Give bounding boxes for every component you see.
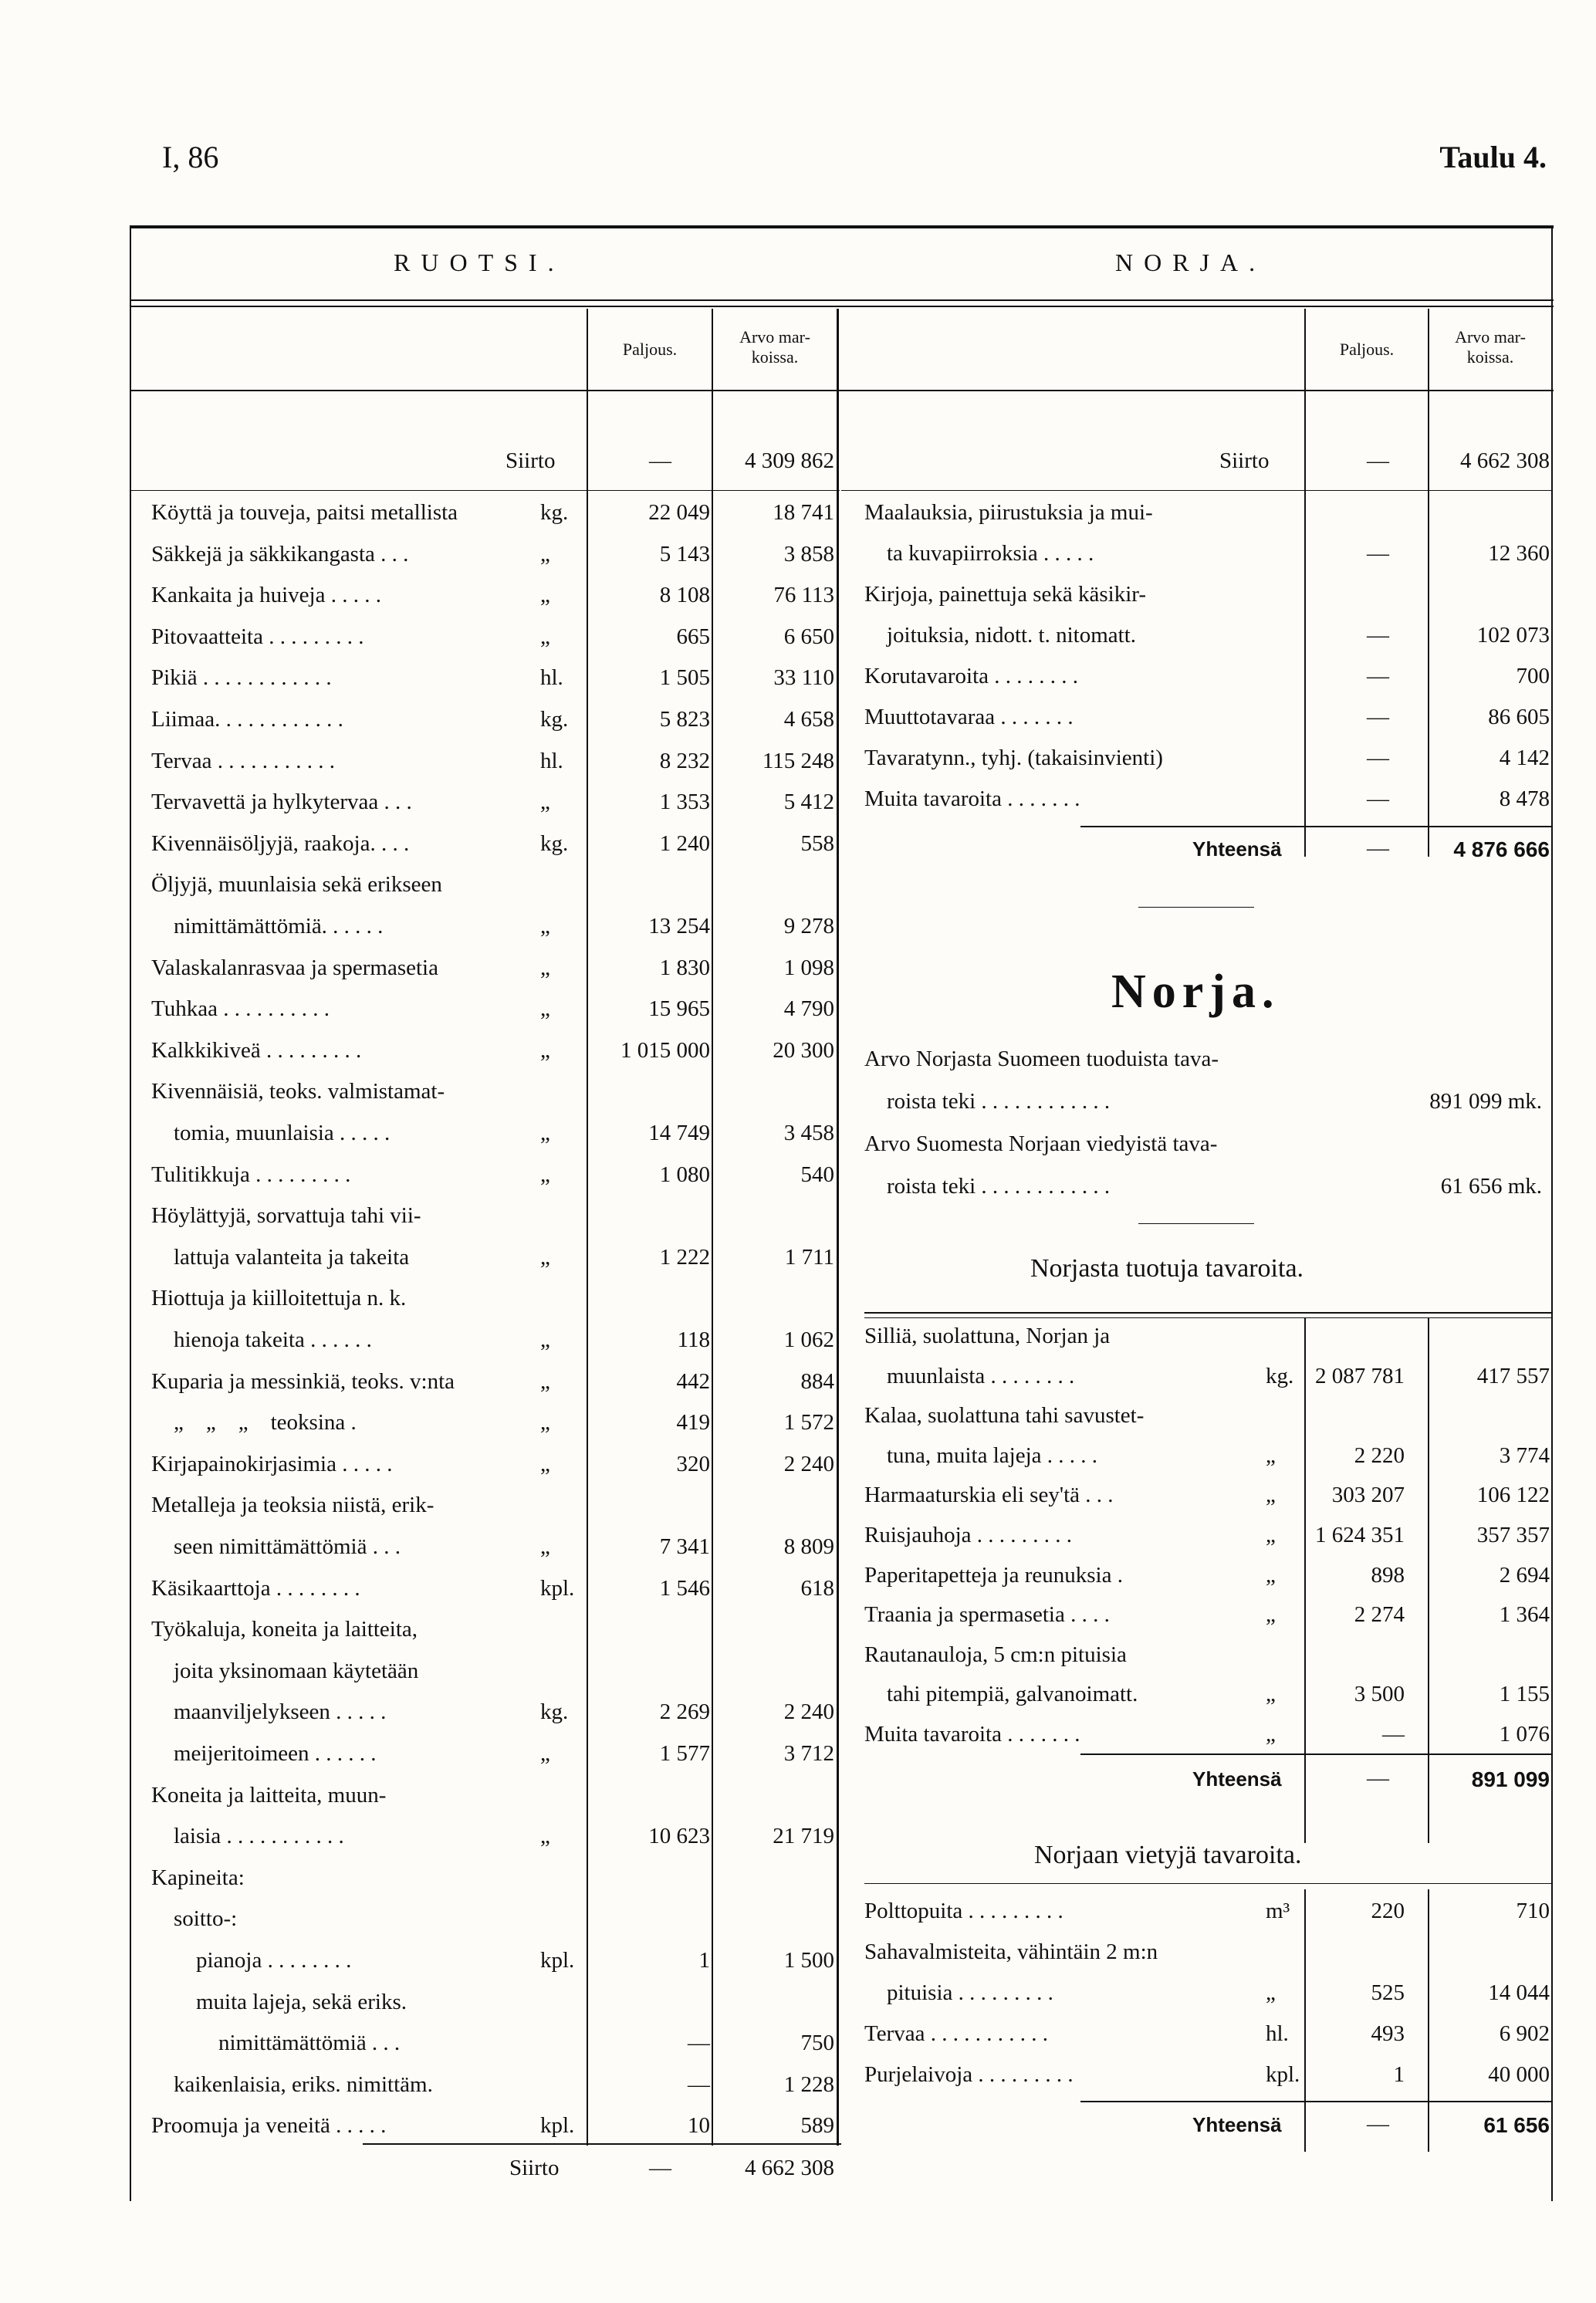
ruotsi-label: pianoja . . . . . . . . <box>151 1948 352 1973</box>
ruotsi-qty: 419 <box>676 1410 710 1436</box>
divider <box>1080 2101 1551 2102</box>
ruotsi-qty: 1 222 <box>659 1244 710 1270</box>
siirto-label: Siirto <box>509 2156 560 2180</box>
ruotsi-qty: 13 254 <box>648 914 710 938</box>
ruotsi-siirto-bottom <box>0 2149 1596 2188</box>
total-qty: — <box>1367 2112 1389 2136</box>
norja-label: Muuttotavaraa . . . . . . . <box>864 705 1074 729</box>
ruotsi-qty: 10 <box>688 2113 710 2139</box>
exports-unit: kpl. <box>1266 2062 1300 2087</box>
norja-value: 700 <box>1516 664 1550 688</box>
ruotsi-qty: 1 015 000 <box>620 1037 710 1063</box>
divider <box>1080 826 1551 827</box>
summary-line <box>0 1083 1596 1121</box>
norja-row <box>0 576 1596 614</box>
norja-siirto-top <box>0 442 1596 481</box>
ruotsi-value: 2 240 <box>783 1451 834 1476</box>
ruotsi-label: Käsikaarttoja . . . . . . . . <box>151 1575 360 1601</box>
ruotsi-label: nimittämättömiä . . . <box>151 2031 401 2056</box>
siirto-label: Siirto <box>1219 448 1270 473</box>
ruotsi-unit: „ <box>540 1327 550 1352</box>
norja-row <box>0 739 1596 778</box>
norja-qty: — <box>1367 746 1389 770</box>
siirto-label: Siirto <box>506 448 556 473</box>
ruotsi-label: Tulitikkuja . . . . . . . . . <box>151 1162 351 1187</box>
ruotsi-unit: „ <box>540 541 550 566</box>
ruotsi-col-val: Arvo mar- koissa. <box>739 327 810 367</box>
ruotsi-qty: 665 <box>676 624 710 649</box>
ruotsi-unit: „ <box>540 914 550 938</box>
ruotsi-unit: „ <box>540 790 550 815</box>
section-title-ruotsi: RUOTSI. <box>394 249 565 276</box>
ruotsi-value: 115 248 <box>762 748 834 773</box>
ruotsi-qty: 14 749 <box>648 1121 710 1145</box>
norja-label: Kirjoja, painettuja sekä käsikir- <box>864 582 1147 607</box>
exports-row <box>0 2015 1596 2054</box>
ruotsi-unit: kpl. <box>540 1575 575 1601</box>
norja-col-val: Arvo mar- koissa. <box>1455 327 1526 367</box>
ruotsi-qty: 8 108 <box>659 583 710 608</box>
ruotsi-qty: 10 623 <box>648 1824 710 1849</box>
ruotsi-row <box>0 1239 1596 1277</box>
norja-row <box>0 780 1596 819</box>
imports-title: Norjasta tuotuja tavaroita. <box>1030 1254 1304 1283</box>
summary-text: Arvo Norjasta Suomeen tuoduista tava- <box>864 1047 1219 1071</box>
exports-title: Norjaan vietyjä tavaroita. <box>1034 1841 1302 1869</box>
imports-label: Harmaaturskia eli sey'tä . . . <box>864 1483 1114 1508</box>
imports-unit: „ <box>1266 1722 1276 1747</box>
ruotsi-unit: kg. <box>540 830 569 856</box>
summary-line <box>0 1168 1596 1206</box>
ruotsi-value: 9 278 <box>783 914 834 938</box>
imports-row <box>0 1397 1596 1436</box>
norja-label: Maalauksia, piirustuksia ja mui- <box>864 500 1153 525</box>
imports-total <box>0 1760 1596 1798</box>
norja-value: 12 360 <box>1488 541 1550 566</box>
ruotsi-unit: „ <box>540 1244 550 1270</box>
ruotsi-qty: 1 505 <box>659 665 710 691</box>
norja-value: 4 142 <box>1499 746 1550 770</box>
imports-unit: kg. <box>1266 1363 1294 1388</box>
ruotsi-value: 558 <box>800 830 834 856</box>
ruotsi-qty: 1 546 <box>659 1575 710 1601</box>
exports-label: Tervaa . . . . . . . . . . . <box>864 2021 1048 2046</box>
imports-row <box>0 1557 1596 1595</box>
summary-line <box>0 1037 1596 1079</box>
ruotsi-value: 1 228 <box>783 2071 834 2097</box>
norja-label: Tavaratynn., tyhj. (takaisinvienti) <box>864 746 1163 770</box>
ruotsi-label: Höylättyjä, sorvattuja tahi vii- <box>151 1203 421 1229</box>
imports-row <box>0 1716 1596 1754</box>
ruotsi-qty: 1 <box>698 1948 710 1973</box>
ruotsi-label: Kalkkikiveä . . . . . . . . . <box>151 1037 362 1063</box>
imports-qty: 1 624 351 <box>1315 1523 1405 1547</box>
ruotsi-qty: 2 269 <box>659 1699 710 1725</box>
norja-summary-title: Norja. <box>1111 966 1280 1018</box>
ruotsi-value: 1 572 <box>783 1410 834 1436</box>
ruotsi-qty: 1 577 <box>659 1741 710 1766</box>
ruotsi-unit: „ <box>540 996 550 1022</box>
imports-qty: 2 220 <box>1354 1442 1405 1468</box>
ruotsi-value: 8 809 <box>783 1534 834 1559</box>
ruotsi-label: hienoja takeita . . . . . . <box>151 1327 372 1352</box>
ruotsi-value: 1 711 <box>784 1244 834 1270</box>
exports-total <box>0 2105 1596 2144</box>
imports-value: 106 122 <box>1476 1483 1550 1508</box>
total-qty: — <box>1367 1766 1389 1791</box>
divider <box>1080 1753 1551 1755</box>
ruotsi-label: Kivennäisöljyjä, raakoja. . . . <box>151 830 410 856</box>
section-title-norja: NORJA. <box>1115 249 1266 276</box>
ruotsi-value: 618 <box>800 1575 834 1601</box>
ruotsi-value: 3 458 <box>783 1121 834 1145</box>
siirto-qty: — <box>649 448 671 473</box>
ruotsi-qty: 1 353 <box>659 790 710 815</box>
exports-row <box>0 1974 1596 2013</box>
norja-qty: — <box>1367 541 1389 566</box>
ruotsi-value: 6 650 <box>783 624 834 649</box>
ruotsi-value: 1 098 <box>783 955 834 980</box>
ruotsi-qty: 1 830 <box>659 955 710 980</box>
exports-label: pituisia . . . . . . . . . <box>864 1980 1053 2005</box>
divider <box>130 490 840 491</box>
exports-qty: 525 <box>1371 1980 1405 2005</box>
ruotsi-row <box>0 990 1596 1029</box>
ruotsi-value: 884 <box>800 1368 834 1394</box>
total-label: Yhteensä <box>1192 2113 1282 2136</box>
exports-value: 14 044 <box>1488 1980 1550 2005</box>
total-value: 4 876 666 <box>1453 837 1550 861</box>
ruotsi-label: Kivennäisiä, teoks. valmistamat- <box>151 1079 445 1104</box>
ruotsi-label: Työkaluja, koneita ja laitteita, <box>151 1617 418 1642</box>
exports-unit: „ <box>1266 1980 1276 2005</box>
ruotsi-label: Tervavettä ja hylkytervaa . . . <box>151 790 412 815</box>
exports-row <box>0 1892 1596 1931</box>
ruotsi-qty: — <box>688 2031 710 2056</box>
ruotsi-unit: kg. <box>540 1699 569 1725</box>
ruotsi-unit: „ <box>540 1410 550 1436</box>
divider <box>841 490 1553 491</box>
imports-row <box>0 1437 1596 1476</box>
ruotsi-unit: kpl. <box>540 1948 575 1973</box>
ruotsi-label: tomia, muunlaisia . . . . . <box>151 1121 391 1145</box>
ruotsi-value: 1 062 <box>783 1327 834 1352</box>
norja-row <box>0 698 1596 737</box>
ruotsi-value: 21 719 <box>773 1824 834 1849</box>
ruotsi-row <box>0 949 1596 988</box>
ruotsi-label: Kuparia ja messinkiä, teoks. v:nta <box>151 1368 455 1394</box>
imports-label: Traania ja spermasetia . . . . <box>864 1602 1110 1628</box>
imports-unit: „ <box>1266 1523 1276 1547</box>
summary-text: roista teki . . . . . . . . . . . . <box>864 1174 1111 1199</box>
ruotsi-label: Säkkejä ja säkkikangasta . . . <box>151 541 409 566</box>
imports-row <box>0 1676 1596 1714</box>
ruotsi-unit: „ <box>540 1534 550 1559</box>
norja-row <box>0 617 1596 655</box>
ruotsi-unit: „ <box>540 1824 550 1849</box>
imports-label: Muita tavaroita . . . . . . . <box>864 1722 1080 1747</box>
ruotsi-label: Metalleja ja teoksia niistä, erik- <box>151 1493 435 1518</box>
summary-value: 61 656 mk. <box>1440 1174 1542 1199</box>
norja-label: Muita tavaroita . . . . . . . <box>864 786 1080 811</box>
ruotsi-qty: 8 232 <box>659 748 710 773</box>
ruotsi-value: 3 858 <box>783 541 834 566</box>
ruotsi-unit: „ <box>540 583 550 608</box>
exports-label: Purjelaivoja . . . . . . . . . <box>864 2062 1074 2087</box>
imports-label: tuna, muita lajeja . . . . . <box>864 1442 1098 1468</box>
ruotsi-unit: „ <box>540 1451 550 1476</box>
table-number: Taulu 4. <box>1439 140 1547 174</box>
ruotsi-label: Koneita ja laitteita, muun- <box>151 1782 387 1808</box>
ruotsi-unit: kg. <box>540 707 569 732</box>
ruotsi-unit: „ <box>540 1162 550 1187</box>
ruotsi-unit: „ <box>540 955 550 980</box>
norja-label: Korutavaroita . . . . . . . . <box>864 664 1079 688</box>
ruotsi-value: 33 110 <box>773 665 834 691</box>
norja-value: 102 073 <box>1476 623 1550 648</box>
norja-value: 8 478 <box>1499 786 1550 811</box>
ruotsi-label: Tervaa . . . . . . . . . . . <box>151 748 335 773</box>
siirto-qty: — <box>649 2156 671 2180</box>
ruotsi-row <box>0 866 1596 905</box>
norja-row <box>0 535 1596 573</box>
exports-qty: 220 <box>1371 1899 1405 1923</box>
ruotsi-qty: 22 049 <box>648 500 710 525</box>
imports-value: 1 364 <box>1499 1602 1550 1628</box>
ruotsi-qty: 5 143 <box>659 541 710 566</box>
imports-unit: „ <box>1266 1442 1276 1468</box>
summary-line <box>0 1125 1596 1164</box>
ruotsi-label: Kankaita ja huiveja . . . . . <box>151 583 381 608</box>
norja-row <box>0 658 1596 696</box>
summary-text: roista teki . . . . . . . . . . . . <box>864 1089 1111 1114</box>
ruotsi-qty: 5 823 <box>659 707 710 732</box>
imports-label: Rautanauloja, 5 cm:n pituisia <box>864 1642 1127 1667</box>
total-label: Yhteensä <box>1192 837 1282 861</box>
ruotsi-value: 20 300 <box>773 1037 834 1063</box>
ruotsi-qty: 15 965 <box>648 996 710 1022</box>
ruotsi-row <box>0 1818 1596 1856</box>
norja-qty: — <box>1367 786 1389 811</box>
summary-text: Arvo Suomesta Norjaan viedyistä tava- <box>864 1131 1218 1156</box>
ruotsi-value: 4 790 <box>783 996 834 1022</box>
ruotsi-label: Öljyjä, muunlaisia sekä erikseen <box>151 872 442 898</box>
ruotsi-label: Köyttä ja touveja, paitsi metallista <box>151 500 458 525</box>
imports-row <box>0 1317 1596 1356</box>
siirto-qty: — <box>1367 448 1389 473</box>
exports-qty: 1 <box>1393 2062 1405 2087</box>
imports-value: 3 774 <box>1499 1442 1550 1468</box>
norja-total <box>0 830 1596 868</box>
imports-unit: „ <box>1266 1483 1276 1508</box>
exports-row <box>0 2056 1596 2095</box>
exports-value: 40 000 <box>1488 2062 1550 2087</box>
exports-label: Sahavalmisteita, vähintäin 2 m:n <box>864 1939 1158 1964</box>
total-value: 61 656 <box>1483 2113 1550 2137</box>
ruotsi-label: meijeritoimeen . . . . . . <box>151 1741 377 1766</box>
norja-qty: — <box>1367 623 1389 648</box>
ruotsi-qty: 442 <box>676 1368 710 1394</box>
total-label: Yhteensä <box>1192 1767 1282 1791</box>
ruotsi-label: kaikenlaisia, eriks. nimittäm. <box>151 2071 433 2097</box>
imports-row <box>0 1358 1596 1396</box>
ruotsi-label: lattuja valanteita ja takeita <box>151 1244 410 1270</box>
exports-label: Polttopuita . . . . . . . . . <box>864 1899 1063 1923</box>
exports-unit: hl. <box>1266 2021 1289 2046</box>
ruotsi-unit: „ <box>540 1121 550 1145</box>
imports-unit: „ <box>1266 1602 1276 1628</box>
ruotsi-label: Valaskalanrasvaa ja spermasetia <box>151 955 438 980</box>
ruotsi-unit: „ <box>540 1741 550 1766</box>
ruotsi-unit: kg. <box>540 500 569 525</box>
imports-label: Kalaa, suolattuna tahi savustet- <box>864 1403 1145 1429</box>
siirto-value: 4 662 308 <box>1460 448 1550 473</box>
imports-label: Ruisjauhoja . . . . . . . . . <box>864 1523 1073 1547</box>
imports-qty: 898 <box>1371 1562 1405 1588</box>
siirto-value: 4 662 308 <box>745 2156 834 2180</box>
imports-qty: 2 274 <box>1354 1602 1405 1628</box>
norja-label: ta kuvapiirroksia . . . . . <box>864 541 1094 566</box>
norja-col-qty: Paljous. <box>1339 340 1395 359</box>
ruotsi-value: 76 113 <box>773 583 834 608</box>
ruotsi-label: Proomuja ja veneitä . . . . . <box>151 2113 387 2139</box>
norja-qty: — <box>1367 705 1389 729</box>
imports-value: 2 694 <box>1499 1562 1550 1588</box>
ruotsi-label: Pikiä . . . . . . . . . . . . <box>151 665 332 691</box>
ruotsi-qty: — <box>688 2071 710 2097</box>
ruotsi-unit: „ <box>540 1037 550 1063</box>
exports-unit: m³ <box>1266 1899 1290 1923</box>
exports-qty: 493 <box>1371 2021 1405 2046</box>
imports-label: muunlaista . . . . . . . . <box>864 1363 1075 1388</box>
imports-label: Silliä, suolattuna, Norjan ja <box>864 1324 1111 1348</box>
imports-row <box>0 1517 1596 1555</box>
ruotsi-qty: 320 <box>676 1451 710 1476</box>
imports-qty: 2 087 781 <box>1315 1363 1405 1388</box>
imports-qty: 3 500 <box>1354 1682 1405 1707</box>
imports-unit: „ <box>1266 1562 1276 1588</box>
imports-row <box>0 1476 1596 1515</box>
imports-qty: — <box>1382 1722 1405 1747</box>
total-value: 891 099 <box>1471 1767 1550 1791</box>
exports-value: 6 902 <box>1499 2021 1550 2046</box>
ruotsi-col-qty: Paljous. <box>622 340 678 359</box>
ruotsi-label: Tuhkaa . . . . . . . . . . <box>151 996 330 1022</box>
ruotsi-unit: hl. <box>540 748 563 773</box>
imports-value: 357 357 <box>1476 1523 1550 1547</box>
ruotsi-label: Kapineita: <box>151 1865 245 1890</box>
ruotsi-value: 5 412 <box>783 790 834 815</box>
imports-value: 417 557 <box>1476 1363 1550 1388</box>
exports-value: 710 <box>1516 1899 1550 1923</box>
imports-label: tahi pitempiä, galvanoimatt. <box>864 1682 1138 1707</box>
ruotsi-label: seen nimittämättömiä . . . <box>151 1534 401 1559</box>
page-number: I, 86 <box>162 140 219 174</box>
ruotsi-value: 589 <box>800 2113 834 2139</box>
ruotsi-label: Liimaa. . . . . . . . . . . . <box>151 707 343 732</box>
ruotsi-value: 18 741 <box>773 500 834 525</box>
ruotsi-row <box>0 908 1596 946</box>
norja-label: joituksia, nidott. t. nitomatt. <box>864 623 1137 648</box>
imports-unit: „ <box>1266 1682 1276 1707</box>
ruotsi-value: 750 <box>800 2031 834 2056</box>
ruotsi-unit: „ <box>540 624 550 649</box>
ruotsi-label: Pitovaatteita . . . . . . . . . <box>151 624 364 649</box>
ruotsi-label: Hiottuja ja kiilloitettuja n. k. <box>151 1286 407 1311</box>
imports-row <box>0 1596 1596 1635</box>
ruotsi-label: Kirjapainokirjasimia . . . . . <box>151 1451 393 1476</box>
ruotsi-unit: „ <box>540 1368 550 1394</box>
ruotsi-label: muita lajeja, sekä eriks. <box>151 1989 407 2014</box>
ruotsi-label: soitto-: <box>151 1906 238 1932</box>
ruotsi-unit: kpl. <box>540 2113 575 2139</box>
norja-value: 86 605 <box>1488 705 1550 729</box>
ruotsi-qty: 7 341 <box>659 1534 710 1559</box>
ruotsi-value: 4 658 <box>783 707 834 732</box>
norja-qty: — <box>1367 664 1389 688</box>
ruotsi-label: „ „ „ teoksina . <box>151 1410 357 1436</box>
imports-row <box>0 1636 1596 1675</box>
ruotsi-value: 540 <box>800 1162 834 1187</box>
ruotsi-label: nimittämättömiä. . . . . . <box>151 914 384 938</box>
ruotsi-qty: 1 080 <box>659 1162 710 1187</box>
ruotsi-label: laisia . . . . . . . . . . . <box>151 1824 344 1849</box>
total-qty: — <box>1367 836 1389 861</box>
ruotsi-qty: 118 <box>677 1327 710 1352</box>
ruotsi-unit: hl. <box>540 665 563 691</box>
imports-label: Paperitapetteja ja reunuksia . <box>864 1562 1123 1588</box>
ruotsi-qty: 1 240 <box>659 830 710 856</box>
summary-value: 891 099 mk. <box>1429 1089 1542 1114</box>
exports-row <box>0 1933 1596 1972</box>
ruotsi-value: 3 712 <box>783 1741 834 1766</box>
norja-row <box>0 494 1596 533</box>
ruotsi-value: 1 500 <box>783 1948 834 1973</box>
ruotsi-label: maanviljelykseen . . . . . <box>151 1699 387 1725</box>
imports-value: 1 076 <box>1499 1722 1550 1747</box>
imports-qty: 303 207 <box>1331 1483 1405 1508</box>
ruotsi-label: joita yksinomaan käytetään <box>151 1658 419 1683</box>
siirto-value: 4 309 862 <box>745 448 834 473</box>
imports-value: 1 155 <box>1499 1682 1550 1707</box>
ruotsi-value: 2 240 <box>783 1699 834 1725</box>
